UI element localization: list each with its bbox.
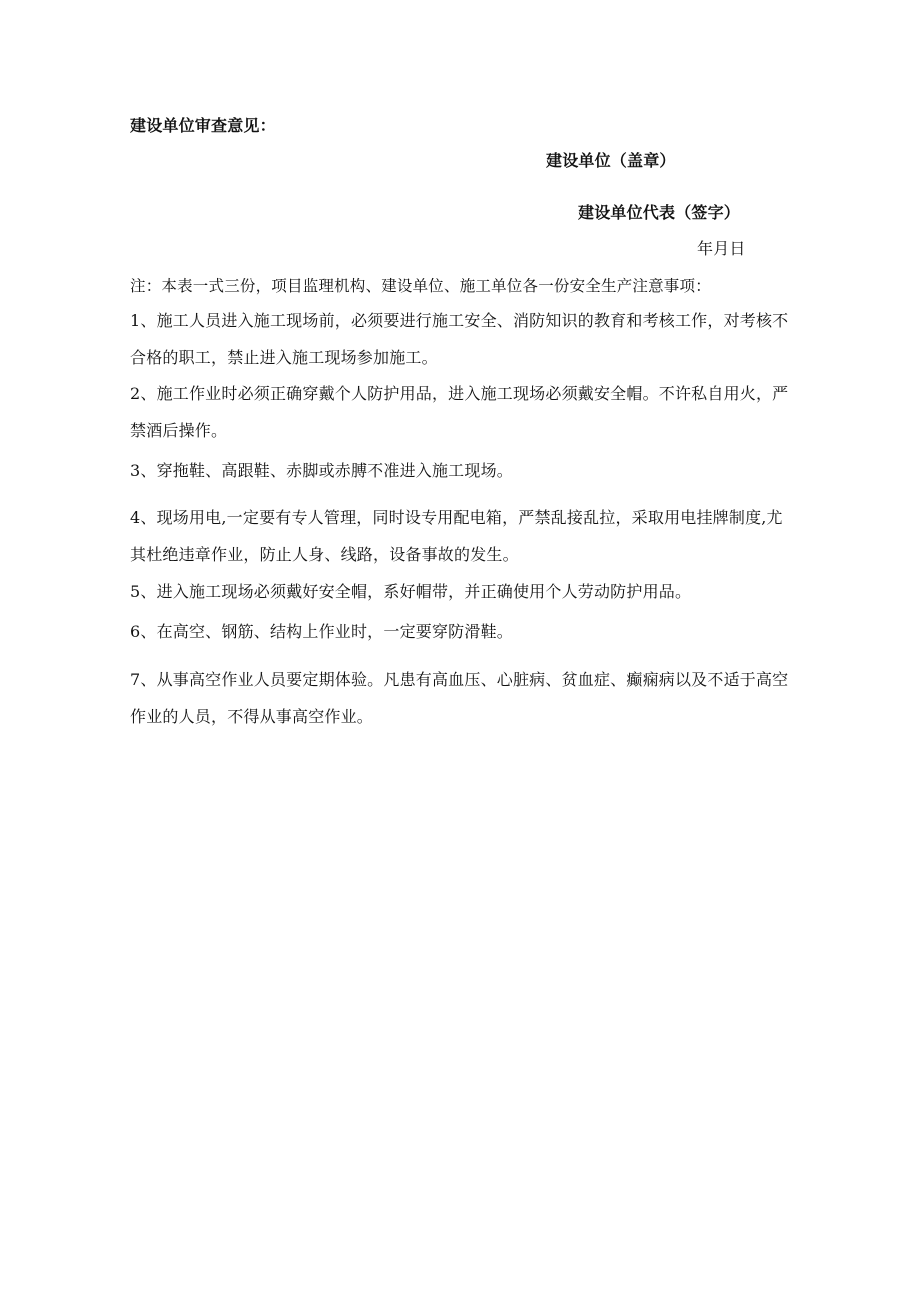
list-item-line: 1、施工人员进入施工现场前，必须要进行施工安全、消防知识的教育和考核工作，对考核不 (130, 311, 789, 330)
list-item-line: 5、进入施工现场必须戴好安全帽，系好帽带，并正确使用个人劳动防护用品。 (130, 582, 692, 601)
list-item-line: 合格的职工，禁止进入施工现场参加施工。 (130, 348, 438, 367)
list-item-line: 4、现场用电,一定要有专人管理，同时设专用配电箱，严禁乱接乱拉，采取用电挂牌制度,尤 (130, 508, 783, 527)
review-title: 建设单位审查意见： (130, 116, 276, 135)
representative-sign-label: 建设单位代表（签字） (578, 203, 741, 222)
list-item-line: 6、在高空、钢筋、结构上作业时，一定要穿防滑鞋。 (130, 622, 513, 641)
list-item-line: 7、从事高空作业人员要定期体验。凡患有高血压、心脏病、贫血症、癫痫病以及不适于高空 (130, 670, 789, 689)
date-label: 年月日 (697, 239, 746, 258)
list-item-line: 作业的人员，不得从事高空作业。 (130, 707, 374, 726)
seal-label: 建设单位（盖章） (546, 151, 676, 170)
list-item-line: 禁酒后操作。 (130, 421, 228, 440)
list-item-line: 其杜绝违章作业，防止人身、线路，设备事故的发生。 (130, 545, 519, 564)
list-item-line: 3、穿拖鞋、高跟鞋、赤脚或赤膊不准进入施工现场。 (130, 461, 513, 480)
list-item-line: 2、施工作业时必须正确穿戴个人防护用品，进入施工现场必须戴安全帽。不许私自用火，严 (130, 384, 789, 403)
note-text: 注：本表一式三份，项目监理机构、建设单位、施工单位各一份安全生产注意事项： (130, 277, 711, 295)
